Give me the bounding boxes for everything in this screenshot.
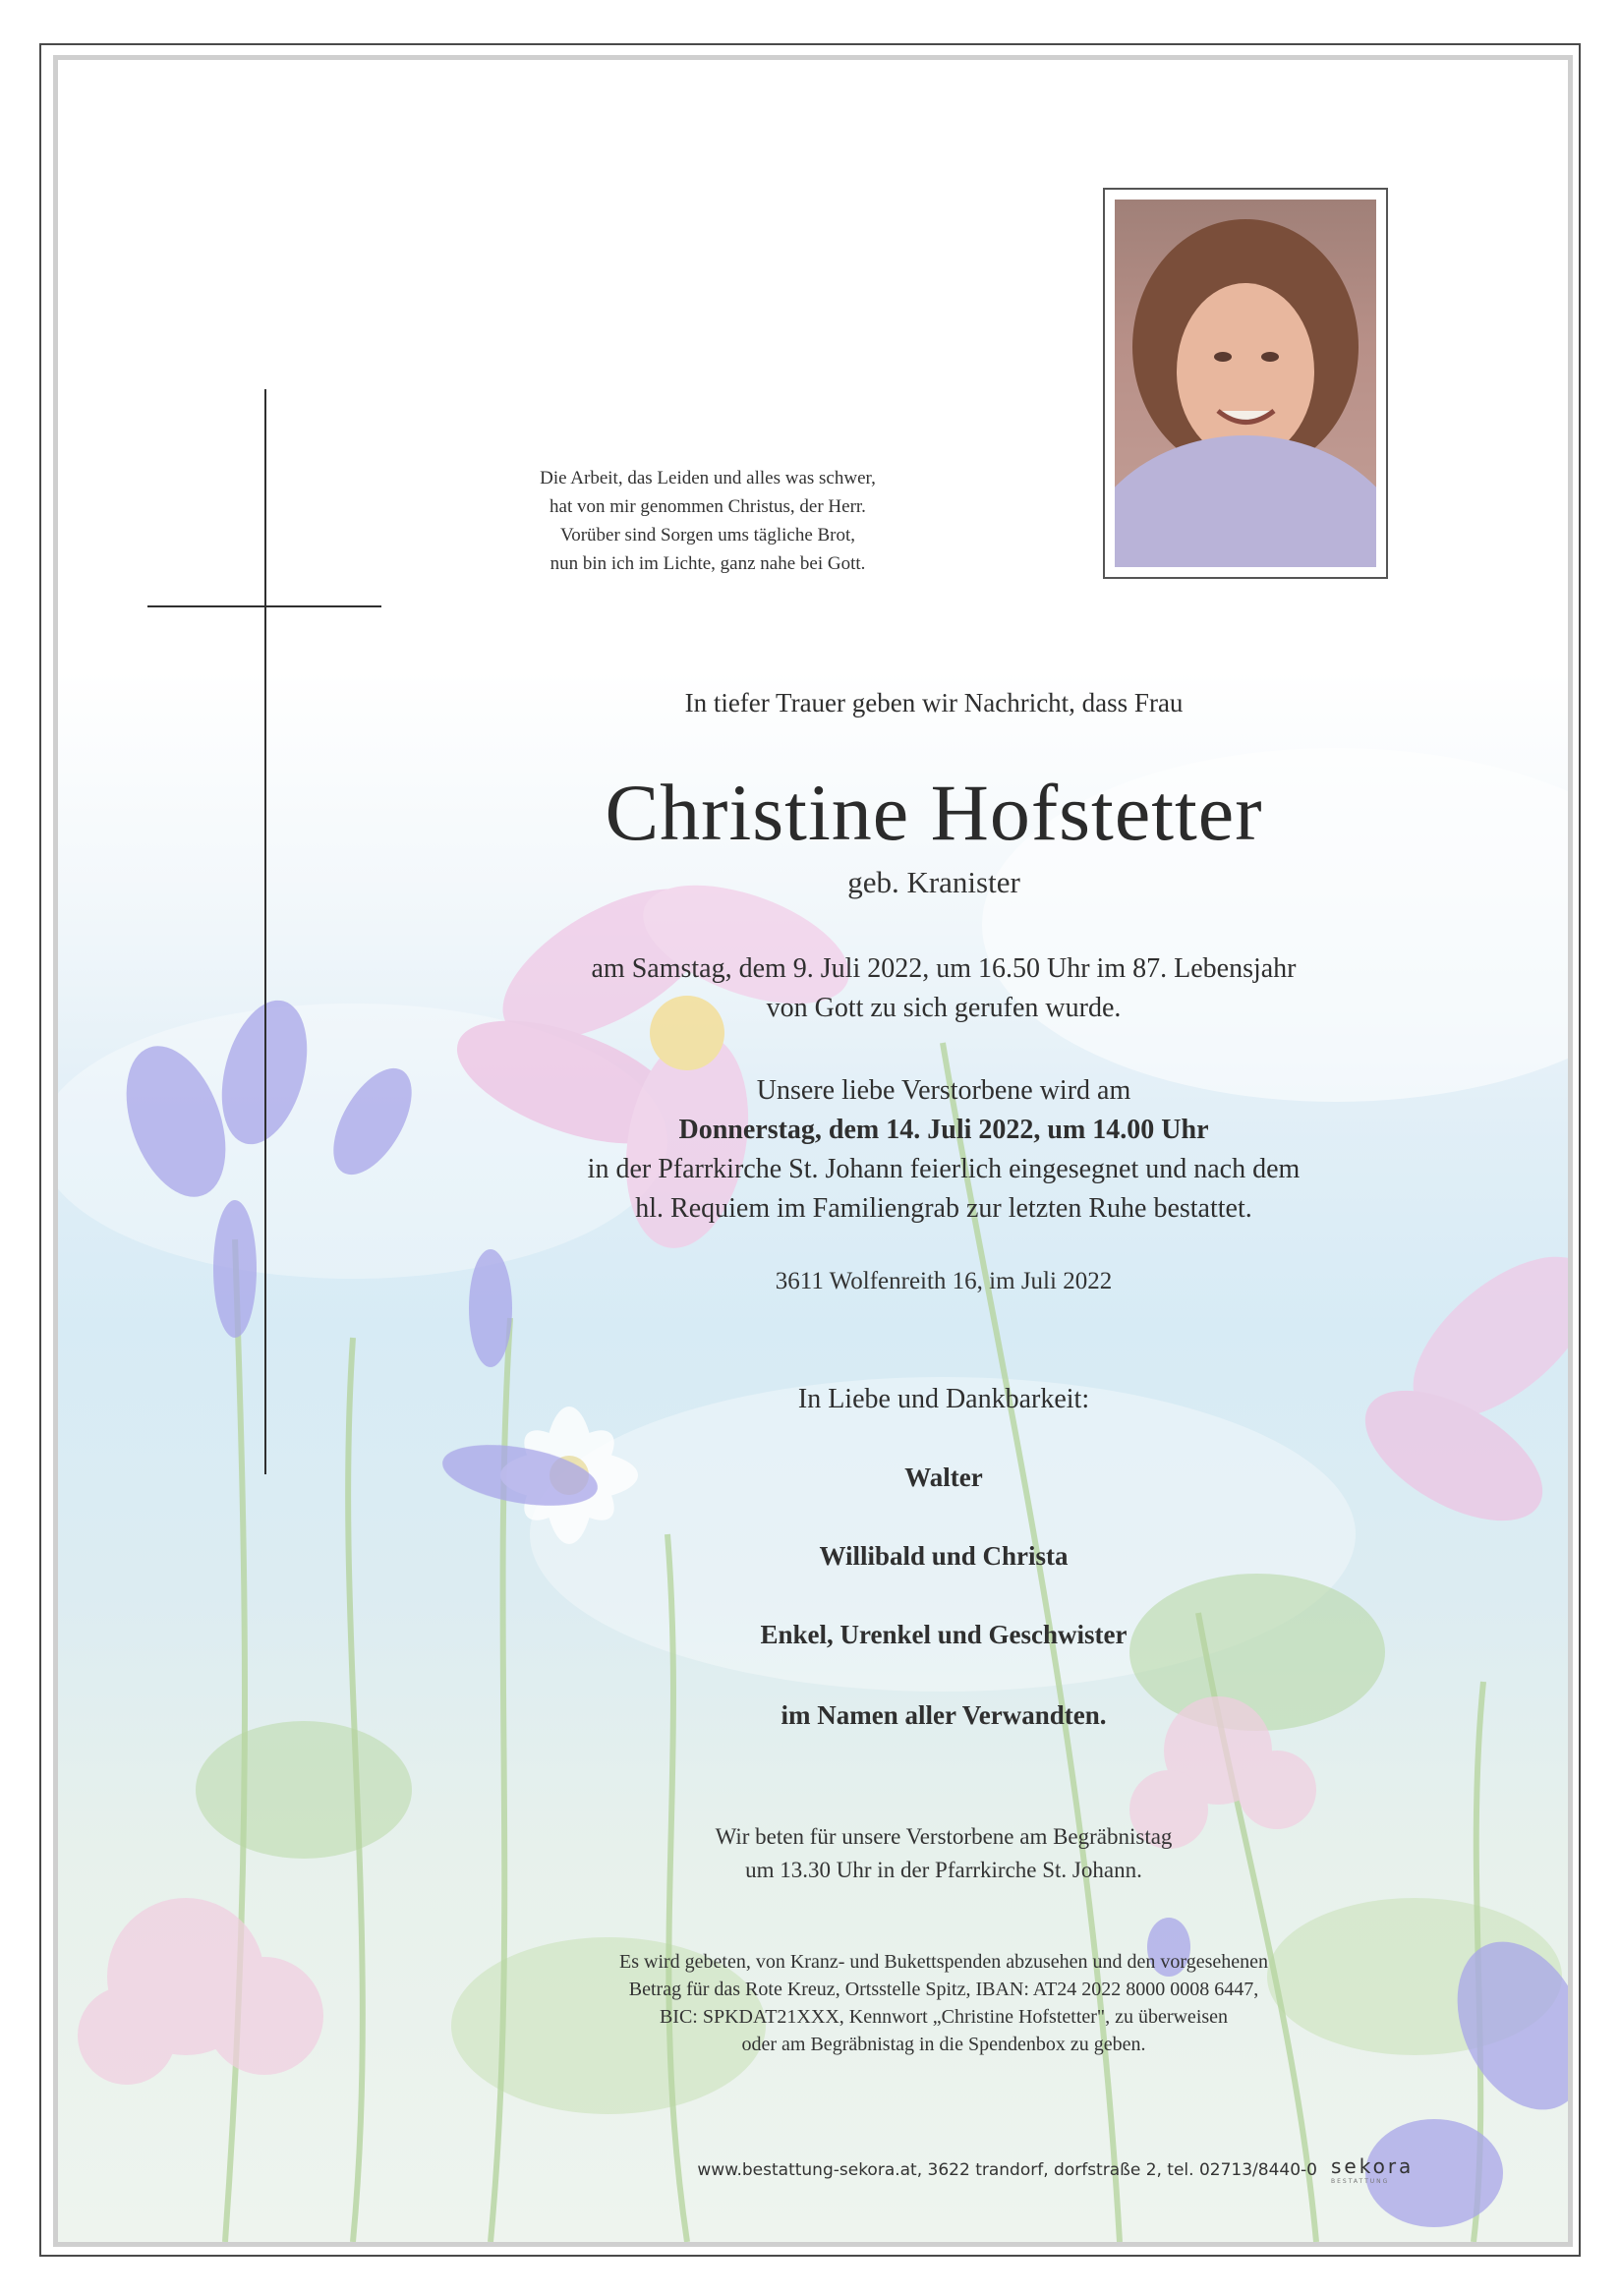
portrait-photo	[1115, 200, 1376, 567]
poem-line: nun bin ich im Lichte, ganz nahe bei Gott.	[550, 553, 866, 574]
prayer-line: Wir beten für unsere Verstorbene am Begräbnistag	[715, 1824, 1173, 1849]
place-and-date: 3611 Wolfenreith 16, im Juli 2022	[775, 1268, 1113, 1294]
death-line: von Gott zu sich gerufen wurde.	[766, 993, 1122, 1023]
funeral-line: in der Pfarrkirche St. Johann feierlich eingesegnet und nach dem	[587, 1154, 1301, 1184]
prayer-line: um 13.30 Uhr in der Pfarrkirche St. Johann.	[745, 1858, 1142, 1882]
maiden-name: geb. Kranister	[847, 865, 1020, 899]
mourner-name: Enkel, Urenkel und Geschwister	[760, 1620, 1128, 1649]
donation-line: Betrag für das Rote Kreuz, Ortsstelle Spitz, IBAN: AT24 2022 8000 0008 6447,	[628, 1979, 1259, 2000]
portrait-photo-frame	[1103, 188, 1388, 579]
funeral-home-contact: www.bestattung-sekora.at, 3622 trandorf, dorfstraße 2, tel. 02713/8440-0	[697, 2160, 1317, 2180]
death-line: am Samstag, dem 9. Juli 2022, um 16.50 Uhr im 87. Lebensjahr	[591, 953, 1297, 984]
funeral-home-logo	[1331, 2154, 1419, 2194]
donation-line: oder am Begräbnistag in die Spendenbox zu geben.	[741, 2034, 1146, 2055]
funeral-date-time: Donnerstag, dem 14. Juli 2022, um 14.00 Uhr	[678, 1115, 1209, 1145]
thanks-heading: In Liebe und Dankbarkeit:	[797, 1384, 1090, 1414]
donation-request	[433, 1948, 1455, 2058]
logo-subtitle: BESTATTUNG	[1331, 2178, 1390, 2185]
funeral-line: Unsere liebe Verstorbene wird am	[756, 1075, 1131, 1106]
logo-wordmark: sekora	[1331, 2154, 1415, 2178]
announcement-intro: In tiefer Trauer geben wir Nachricht, dass Frau	[684, 688, 1184, 718]
poem-line: hat von mir genommen Christus, der Herr.	[550, 496, 866, 517]
cross-vertical-bar	[264, 389, 266, 1474]
mourner-name: Willibald und Christa	[819, 1541, 1069, 1571]
poem-line: Vorüber sind Sorgen ums tägliche Brot,	[559, 525, 856, 545]
donation-line: BIC: SPKDAT21XXX, Kennwort „Christine Hofstetter", zu überweisen	[659, 2006, 1229, 2028]
funeral-line: hl. Requiem im Familiengrab zur letzten Ruhe bestattet.	[635, 1193, 1252, 1224]
memorial-poem	[452, 464, 963, 578]
funeral-details	[472, 1071, 1416, 1229]
poem-line: Die Arbeit, das Leiden und alles was schwer,	[540, 468, 876, 488]
death-notice	[472, 949, 1416, 1028]
mourner-name: Walter	[904, 1463, 983, 1492]
deceased-name: Christine Hofstetter	[605, 768, 1263, 857]
cross-horizontal-bar	[147, 605, 381, 607]
mourner-name: im Namen aller Verwandten.	[781, 1700, 1107, 1730]
prayer-notice	[550, 1820, 1337, 1887]
donation-line: Es wird gebeten, von Kranz- und Bukettspenden abzusehen und den vorgesehenen	[619, 1951, 1268, 1973]
